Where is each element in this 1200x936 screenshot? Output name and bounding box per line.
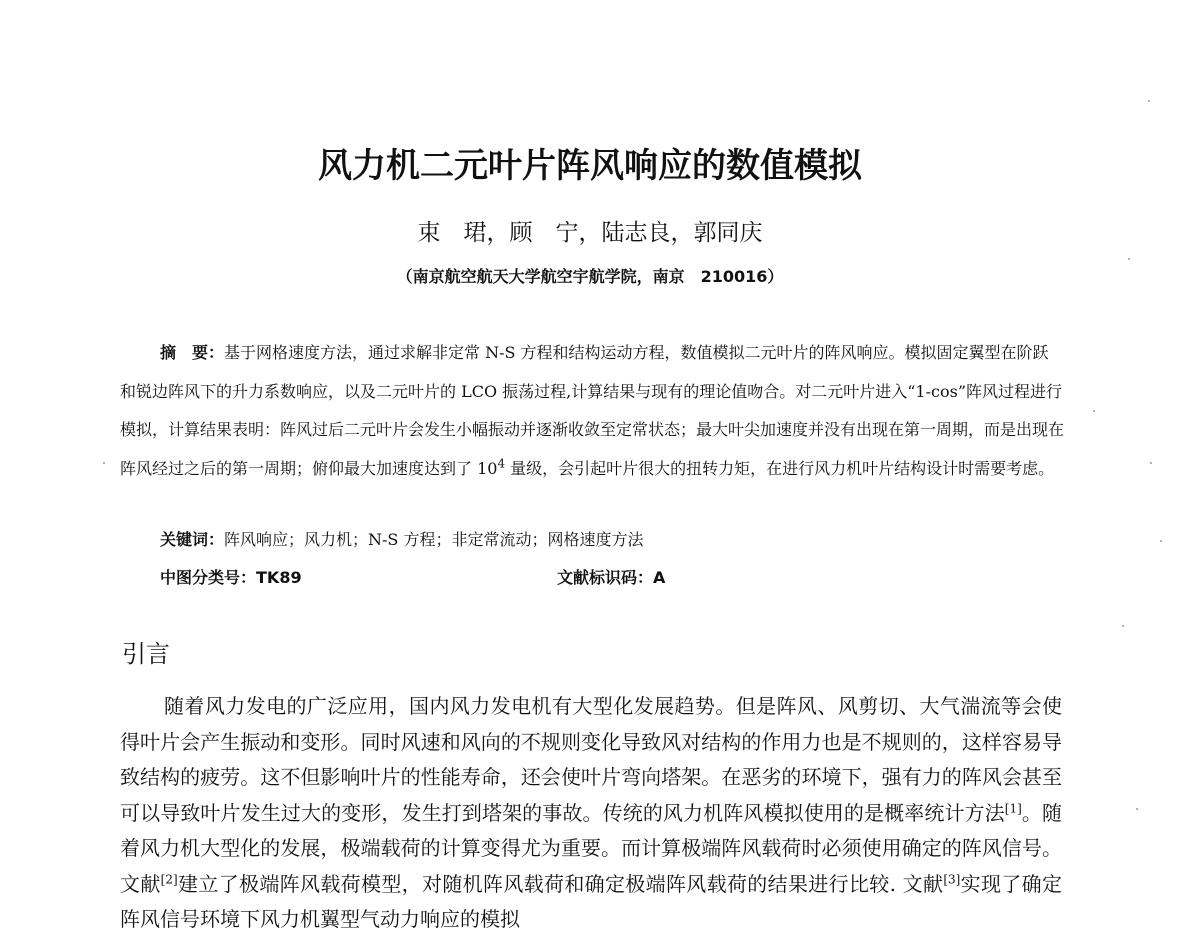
intro-text-4: 实现了确定阵风信号环境下风力机翼型气动力响应的模拟 bbox=[120, 871, 1063, 931]
intro-text-1: 随着风力发电的广泛应用，国内风力发电机有大型化发展趋势。但是阵风、风剪切、大气湍流等会使得叶片会产生振动和变形。同时风速和风向的不规则变化导致风对结构的作用力也是不规则的，这样容易导致结构的疲劳。这不但影响叶片的性能寿命，还会使叶片弯向塔架。在恶劣的环境下，强有力的阵风会甚至可以导致叶片发生过大的变形，发生打到塔架的事故。传统的风力机阵风模拟使用的是概率统计方法 bbox=[120, 694, 1062, 825]
scan-speck bbox=[1122, 625, 1124, 627]
keywords bbox=[160, 527, 643, 550]
intro-paragraph bbox=[120, 689, 1062, 936]
scan-speck bbox=[1150, 462, 1152, 464]
abstract-label: 摘 要： bbox=[160, 343, 225, 362]
citation-1: [1] bbox=[1004, 800, 1022, 815]
exponent: 4 bbox=[497, 456, 506, 471]
section-heading-intro: 引言 bbox=[122, 640, 170, 668]
keywords-label: 关键词： bbox=[160, 530, 225, 549]
scan-speck bbox=[1136, 808, 1138, 810]
citation-3: [3] bbox=[943, 871, 961, 886]
intro-body bbox=[120, 689, 1062, 936]
abstract bbox=[120, 334, 1064, 488]
abstract-text-end: 量级，会引起叶片很大的扭转力矩，在进行风力机叶片结构设计时需要考虑。 bbox=[505, 458, 1055, 478]
classification-number: 中图分类号：TK89 bbox=[160, 568, 302, 587]
abstract-text: 基于网格速度方法，通过求解非定常 N-S 方程和结构运动方程，数值模拟二元叶片的阵风响应。模拟固定翼型在阶跃和锐边阵风下的升力系数响应，以及二元叶片的 LCO 振荡过程,计算结果与现有的理论值吻合。对二元叶片进入“1-cos”阵风过程进行模拟，计算结果表明：阵风过后二元叶片会发生小幅振动并逐渐收敛至定常状态；最大叶尖加速度并没有出现在第一周期，而是出现在阵风经过之后的第一周期；俯仰最大加速度达到了 10 bbox=[120, 343, 1065, 478]
scan-speck bbox=[1093, 410, 1095, 412]
abstract-paragraph bbox=[120, 334, 1064, 488]
paper-title: 风力机二元叶片阵风响应的数值模拟 bbox=[318, 146, 862, 186]
document-code: 文献标识码：A bbox=[557, 568, 666, 587]
intro-text-2: 。随着风力机大型化的发展，极端载荷的计算变得尤为重要。而计算极端阵风载荷时必须使用确定的阵风信号。文献 bbox=[120, 800, 1063, 896]
author-list: 束 珺，顾 宁，陆志良，郭同庆 bbox=[417, 220, 763, 246]
scan-speck bbox=[1160, 540, 1162, 542]
scan-speck bbox=[103, 462, 105, 464]
affiliation: （南京航空航天大学航空宇航学院，南京 210016） bbox=[396, 267, 784, 286]
citation-2: [2] bbox=[160, 871, 178, 886]
intro-text-3: 建立了极端阵风载荷模型，对随机阵风载荷和确定极端阵风载荷的结果进行比较. 文献 bbox=[177, 871, 944, 896]
keywords-text: 阵风响应；风力机；N-S 方程；非定常流动；网格速度方法 bbox=[224, 530, 644, 549]
scan-speck bbox=[1148, 100, 1150, 102]
scan-speck bbox=[1128, 258, 1130, 260]
